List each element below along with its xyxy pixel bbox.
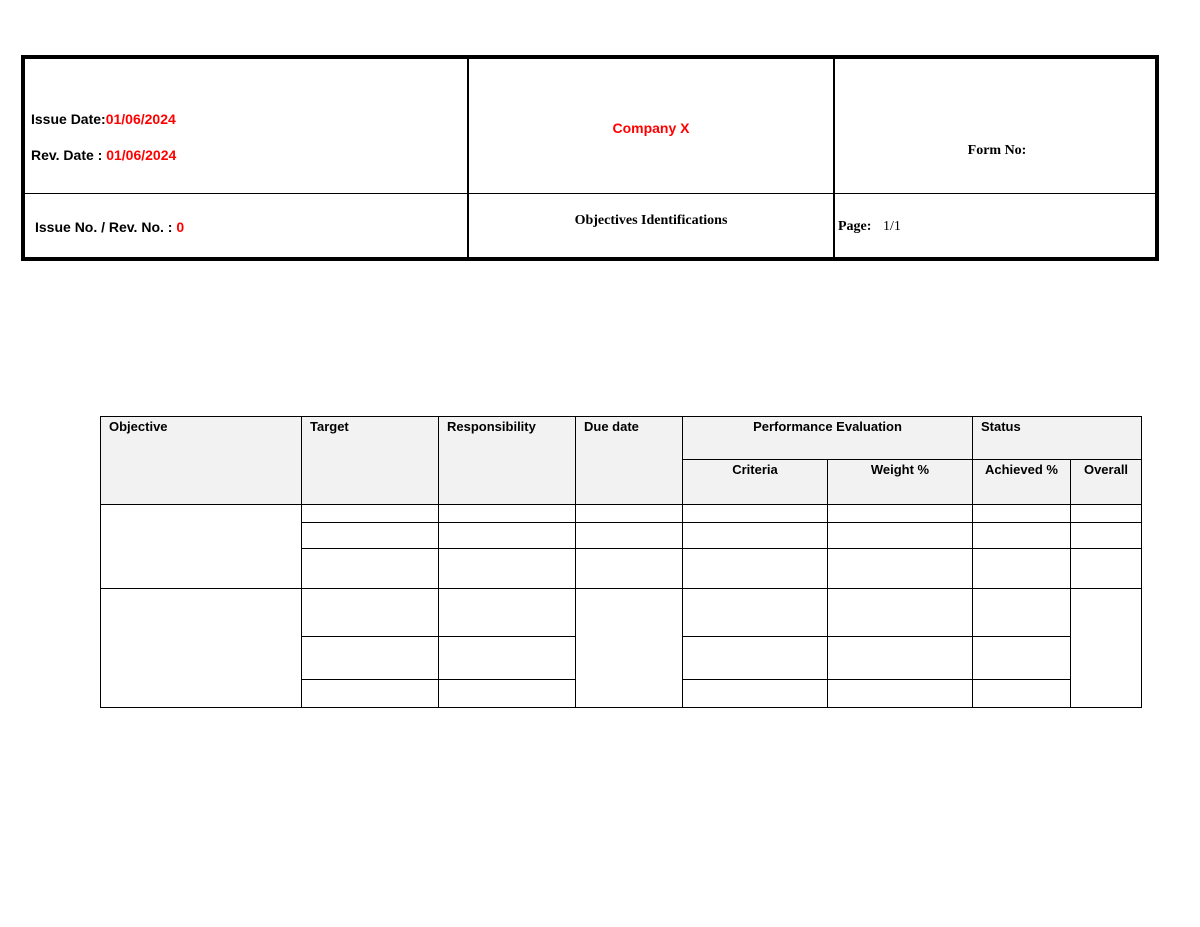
table-cell <box>576 523 683 549</box>
form-number-label: Form No: <box>967 143 1027 158</box>
form-title: Objectives Identifications <box>574 213 728 228</box>
objective-cell <box>101 589 302 708</box>
table-cell <box>439 523 576 549</box>
company-name: Company X <box>612 120 690 136</box>
table-cell <box>439 505 576 523</box>
table-cell <box>683 589 828 637</box>
page-label: Page: <box>838 219 872 234</box>
col-criteria: Criteria <box>683 460 828 505</box>
page-info <box>838 219 901 235</box>
table-cell <box>973 523 1071 549</box>
table-cell <box>1071 523 1142 549</box>
header-row-divider <box>25 193 1155 194</box>
table-cell <box>439 589 576 637</box>
table-cell <box>973 549 1071 589</box>
objectives-table <box>100 416 1142 708</box>
col-responsibility: Responsibility <box>439 417 576 505</box>
table-header-row <box>101 417 1142 460</box>
table-cell <box>302 549 439 589</box>
table-cell <box>828 637 973 680</box>
objective-cell <box>101 505 302 589</box>
col-overall: Overall <box>1071 460 1142 505</box>
issue-date <box>31 111 176 127</box>
issue-number <box>35 219 184 235</box>
table-cell <box>683 523 828 549</box>
rev-date-label: Rev. Date : <box>31 147 107 163</box>
table-cell <box>302 637 439 680</box>
table-cell <box>828 549 973 589</box>
form-header <box>21 55 1159 261</box>
table-cell <box>302 505 439 523</box>
table-cell <box>828 505 973 523</box>
table-row <box>101 589 1142 637</box>
table-row <box>101 505 1142 523</box>
table-cell <box>302 523 439 549</box>
table-cell <box>576 505 683 523</box>
table-cell <box>973 589 1071 637</box>
col-target: Target <box>302 417 439 505</box>
table-cell <box>1071 549 1142 589</box>
table-cell <box>302 589 439 637</box>
issue-number-label: Issue No. / Rev. No. : <box>35 219 177 235</box>
table-cell <box>828 680 973 708</box>
overall-cell <box>1071 589 1142 708</box>
table-cell <box>1071 505 1142 523</box>
col-weight: Weight % <box>828 460 973 505</box>
col-due-date: Due date <box>576 417 683 505</box>
table-cell <box>439 549 576 589</box>
rev-date <box>31 147 176 163</box>
col-objective: Objective <box>101 417 302 505</box>
col-status: Status <box>973 417 1142 460</box>
table-cell <box>973 637 1071 680</box>
issue-date-label: Issue Date: <box>31 111 106 127</box>
table-cell <box>683 505 828 523</box>
table-cell <box>828 523 973 549</box>
table-cell <box>683 680 828 708</box>
col-performance-evaluation: Performance Evaluation <box>683 417 973 460</box>
table-cell <box>576 549 683 589</box>
table-cell <box>683 637 828 680</box>
page-value: 1/1 <box>882 219 901 234</box>
table-cell <box>973 505 1071 523</box>
issue-number-value: 0 <box>176 219 185 235</box>
table-cell <box>302 680 439 708</box>
col-achieved: Achieved % <box>973 460 1071 505</box>
table-cell <box>828 589 973 637</box>
table-cell <box>683 549 828 589</box>
table-cell <box>439 637 576 680</box>
due-date-cell <box>576 589 683 708</box>
rev-date-value: 01/06/2024 <box>106 147 177 163</box>
table-cell <box>973 680 1071 708</box>
issue-date-value: 01/06/2024 <box>105 111 176 127</box>
table-cell <box>439 680 576 708</box>
